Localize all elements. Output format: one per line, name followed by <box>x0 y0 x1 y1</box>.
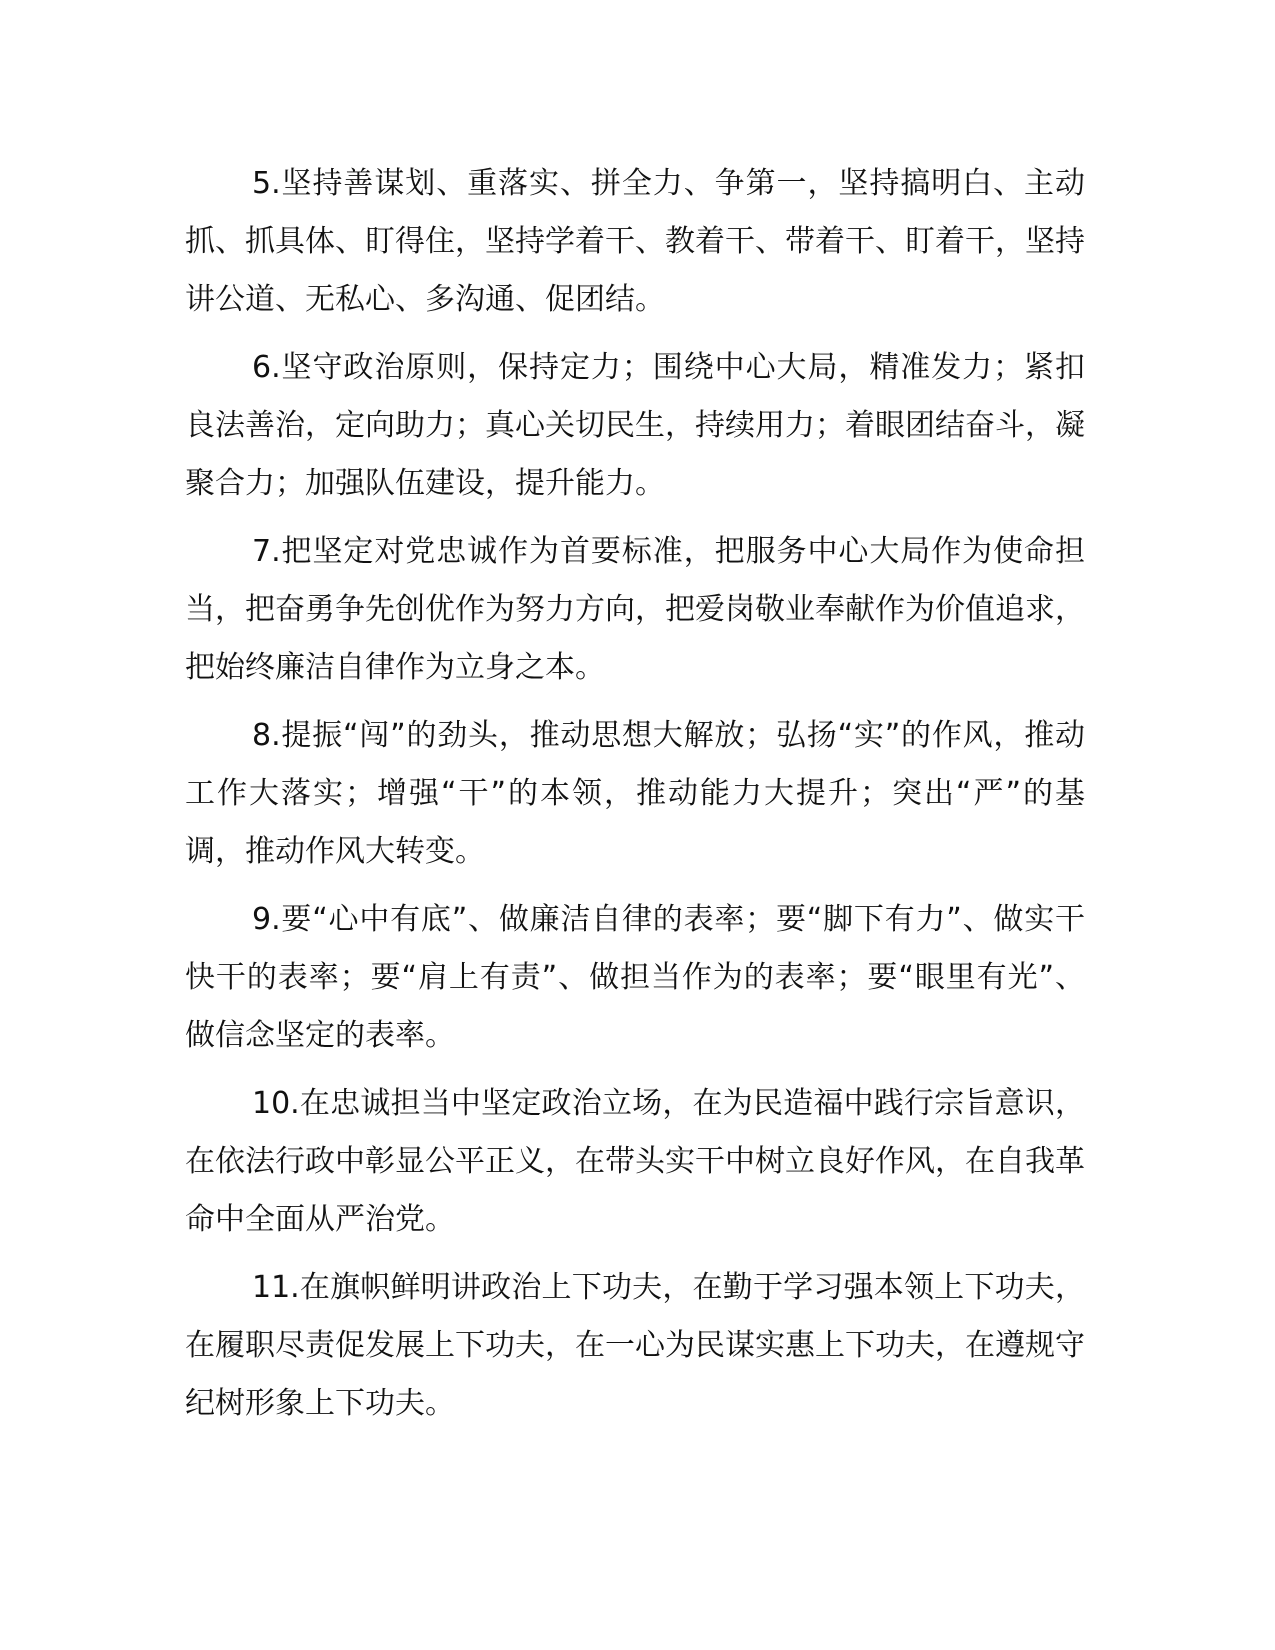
document-body <box>185 155 1085 1443</box>
paragraph-8: 8.提振“闯”的劲头，推动思想大解放；弘扬“实”的作风，推动工作大落实；增强“干”的本领，推动能力大提升；突出“严”的基调，推动作风大转变。 <box>185 718 1085 869</box>
paragraph-11: 11.在旗帜鲜明讲政治上下功夫，在勤于学习强本领上下功夫，在履职尽责促发展上下功夫，在一心为民谋实惠上下功夫，在遵规守纪树形象上下功夫。 <box>185 1270 1085 1421</box>
paragraph-5: 5.坚持善谋划、重落实、拼全力、争第一，坚持搞明白、主动抓、抓具体、盯得住，坚持学着干、教着干、带着干、盯着干，坚持讲公道、无私心、多沟通、促团结。 <box>185 166 1085 317</box>
paragraph-6: 6.坚守政治原则，保持定力；围绕中心大局，精准发力；紧扣良法善治，定向助力；真心关切民生，持续用力；着眼团结奋斗，凝聚合力；加强队伍建设，提升能力。 <box>185 350 1085 501</box>
paragraph-9: 9.要“心中有底”、做廉洁自律的表率；要“脚下有力”、做实干快干的表率；要“肩上有责”、做担当作为的表率；要“眼里有光”、做信念坚定的表率。 <box>185 902 1085 1053</box>
paragraph-7: 7.把坚定对党忠诚作为首要标准，把服务中心大局作为使命担当，把奋勇争先创优作为努力方向，把爱岗敬业奉献作为价值追求，把始终廉洁自律作为立身之本。 <box>185 534 1085 685</box>
paragraph-10: 10.在忠诚担当中坚定政治立场，在为民造福中践行宗旨意识，在依法行政中彰显公平正义，在带头实干中树立良好作风，在自我革命中全面从严治党。 <box>185 1086 1085 1237</box>
